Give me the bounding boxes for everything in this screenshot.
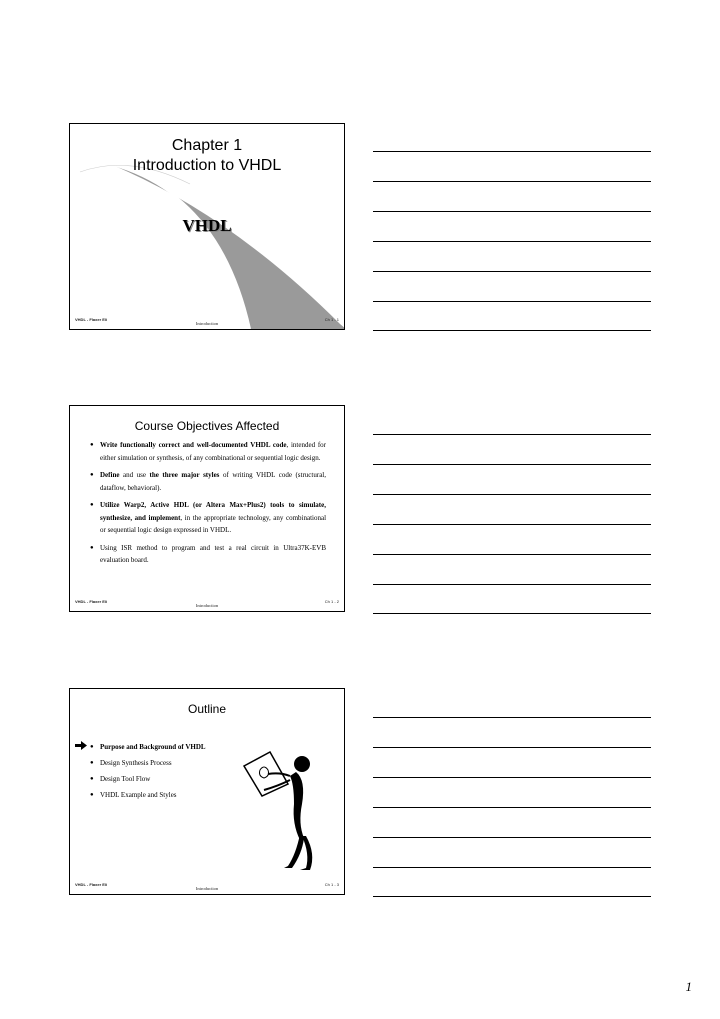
note-line (373, 271, 651, 272)
note-line (373, 717, 651, 718)
note-line (373, 494, 651, 495)
note-line (373, 464, 651, 465)
note-line (373, 837, 651, 838)
note-line (373, 241, 651, 242)
note-line (373, 301, 651, 302)
list-item (90, 469, 326, 494)
list-item (90, 542, 326, 567)
footer-slide-number: Ch 1 - 3 (324, 882, 339, 887)
arrow-right-icon (75, 741, 87, 750)
note-line (373, 211, 651, 212)
footer-section: Introduction (195, 603, 219, 608)
list-item (90, 439, 326, 464)
note-line (373, 584, 651, 585)
person-holding-sign-icon (240, 744, 330, 874)
bullet-text: Using ISR method to program and test a real circuit in Ultra37K-EVB evaluation board. (100, 543, 326, 564)
bullet-bold-text: Write functionally correct and well-documented VHDL code (100, 441, 287, 449)
note-line (373, 181, 651, 182)
note-line (373, 867, 651, 868)
bullet-bold-text: Define (100, 471, 120, 479)
footer-author: VHDL - Flaxer Eli (75, 599, 108, 604)
title-line-2: Introduction to VHDL (132, 157, 282, 174)
footer-author: VHDL - Flaxer Eli (75, 317, 108, 322)
bullet-bold-text: Utilize Warp2, Active HDL (or Altera Max+Plus2) tools to simulate, synthesize, and implement (100, 501, 326, 522)
slide-2 (69, 405, 345, 612)
bullet-text: and use (119, 471, 150, 479)
list-item: ● Purpose and Background of VHDL (90, 739, 206, 755)
bullet-bold-text: the three major styles (149, 471, 220, 479)
slide-subtitle: VHDL (182, 216, 232, 235)
bullet-text: of writing VHDL code (structural, dataflow, behavioral). (100, 471, 326, 492)
objectives-list (90, 439, 326, 572)
slide-title: Outline (187, 702, 227, 716)
list-item: ● Design Synthesis Process (90, 755, 206, 771)
note-line (373, 330, 651, 331)
title-line-1: Chapter 1 (171, 137, 243, 154)
note-line (373, 896, 651, 897)
slide-1 (69, 123, 345, 330)
footer-author: VHDL - Flaxer Eli (75, 882, 108, 887)
bullet-text: , in the appropriate technology, any combinational or sequential logic design expressed in VHDL. (100, 513, 327, 534)
note-line (373, 613, 651, 614)
slide-3 (69, 688, 345, 895)
page-number: 1 (685, 979, 692, 994)
footer-section: Introduction (195, 321, 219, 326)
note-line (373, 151, 651, 152)
footer-slide-number: Ch 1 - 1 (324, 317, 339, 322)
footer-section: Introduction (195, 886, 219, 891)
footer-slide-number: Ch 1 - 2 (324, 599, 339, 604)
list-item: ● Design Tool Flow (90, 771, 206, 787)
note-line (373, 434, 651, 435)
note-line (373, 777, 651, 778)
list-item (90, 499, 326, 537)
note-line (373, 807, 651, 808)
note-line (373, 554, 651, 555)
bullet-text: , intended for either simulation or synthesis, of any combinational or sequential logic design. (100, 441, 326, 462)
slide-title: Course Objectives Affected (134, 419, 280, 433)
note-line (373, 747, 651, 748)
note-line (373, 524, 651, 525)
outline-list (90, 739, 206, 803)
list-item: ● VHDL Example and Styles (90, 787, 206, 803)
slide-title (70, 136, 344, 176)
